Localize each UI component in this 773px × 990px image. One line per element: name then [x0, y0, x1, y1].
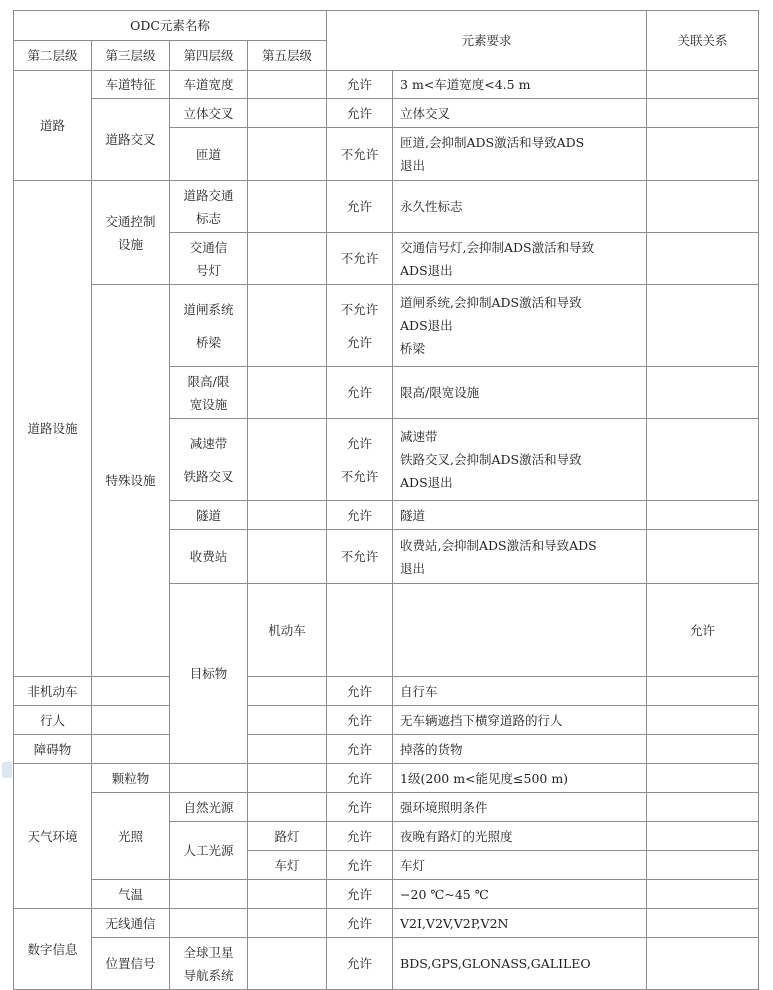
cell-gnss	[170, 938, 248, 990]
requirement-line: 铁路交叉,会抑制ADS激活和导致	[400, 452, 582, 467]
requirement-line: ADS退出	[400, 262, 453, 278]
cell-permission: 允许	[327, 735, 393, 764]
cell-requirement	[393, 128, 647, 181]
cell-permission: 不允许	[327, 233, 393, 285]
requirement-line: 退出	[400, 560, 426, 576]
header-odc-name: ODC元素名称	[14, 11, 327, 41]
cell-relation	[647, 793, 759, 822]
cell-requirement	[393, 285, 647, 367]
cell-permission	[327, 419, 393, 501]
cell-empty	[248, 706, 327, 735]
cell-requirement	[393, 233, 647, 285]
cell-empty	[248, 793, 327, 822]
cell-relation	[647, 938, 759, 990]
cell-requirement: 车灯	[393, 851, 647, 880]
cell-relation	[647, 181, 759, 233]
cell-empty	[248, 501, 327, 530]
cell-empty	[92, 677, 170, 706]
cell-empty	[92, 706, 170, 735]
cell-empty	[170, 764, 248, 793]
cell-requirement: 3 m<车道宽度<4.5 m	[393, 71, 647, 99]
cell-relation	[647, 99, 759, 128]
cell-street-light: 路灯	[248, 822, 327, 851]
cell-relation	[647, 128, 759, 181]
cell-empty	[248, 71, 327, 99]
cell-empty	[248, 285, 327, 367]
table-row	[14, 706, 759, 735]
cell-empty	[170, 909, 248, 938]
cell-particles: 颗粒物	[92, 764, 170, 793]
cell-permission: 允许	[327, 851, 393, 880]
cell-obstacle: 障碍物	[14, 735, 92, 764]
cell-traffic-light	[170, 233, 248, 285]
cell-requirement: 掉落的货物	[393, 735, 647, 764]
cell-line: 桥梁	[195, 334, 221, 350]
cell-position-signal: 位置信号	[92, 938, 170, 990]
cell-weather: 天气环境	[14, 764, 92, 909]
cell-permission: 允许	[327, 367, 393, 419]
cell-relation	[647, 735, 759, 764]
cell-permission: 允许	[647, 584, 759, 677]
cell-lane-width: 车道宽度	[170, 71, 248, 99]
page-edge-marker	[2, 762, 12, 778]
cell-empty	[248, 367, 327, 419]
cell-requirement: 隧道	[393, 501, 647, 530]
cell-relation	[647, 764, 759, 793]
cell-empty	[248, 909, 327, 938]
cell-empty	[248, 419, 327, 501]
cell-line: 导航系统	[183, 967, 234, 983]
cell-toll-station: 收费站	[170, 530, 248, 584]
cell-lane-feature: 车道特征	[92, 71, 170, 99]
cell-empty	[327, 584, 393, 677]
cell-requirement: 限高/限宽设施	[393, 367, 647, 419]
cell-line: 全球卫星	[183, 944, 234, 960]
cell-line: 交通控制	[105, 213, 156, 229]
table-row	[14, 880, 759, 909]
cell-line: 设施	[117, 236, 143, 252]
cell-traffic-sign	[170, 181, 248, 233]
cell-relation	[647, 851, 759, 880]
cell-requirement: BDS,GPS,GLONASS,GALILEO	[393, 938, 647, 990]
requirement-line: ADS退出	[400, 318, 453, 333]
table-row	[14, 677, 759, 706]
odc-element-table	[13, 10, 759, 990]
cell-requirement: 永久性标志	[393, 181, 647, 233]
cell-empty	[248, 128, 327, 181]
cell-relation	[647, 822, 759, 851]
cell-permission: 允许	[327, 938, 393, 990]
requirement-line: 道闸系统,会抑制ADS激活和导致	[400, 295, 582, 310]
cell-requirement: 自行车	[393, 677, 647, 706]
cell-height-limit	[170, 367, 248, 419]
cell-line: 允许	[347, 334, 373, 350]
cell-temperature: 气温	[92, 880, 170, 909]
cell-empty	[248, 735, 327, 764]
cell-permission: 允许	[327, 677, 393, 706]
cell-motor-vehicle: 机动车	[248, 584, 327, 677]
table-row	[14, 735, 759, 764]
requirement-line: 交通信号灯,会抑制ADS激活和导致	[400, 239, 595, 255]
cell-requirement	[393, 530, 647, 584]
cell-relation	[647, 285, 759, 367]
cell-target: 目标物	[170, 584, 248, 764]
cell-requirement: V2I,V2V,V2P,V2N	[393, 909, 647, 938]
requirement-line: 收费站,会抑制ADS激活和导致ADS	[400, 537, 597, 553]
cell-relation	[647, 367, 759, 419]
cell-line: 道路交通	[183, 187, 234, 203]
cell-permission: 允许	[327, 71, 393, 99]
cell-road-facility: 道路设施	[14, 181, 92, 677]
cell-permission	[327, 285, 393, 367]
header-relation: 关联关系	[647, 11, 759, 71]
table-row	[14, 99, 759, 128]
cell-empty	[92, 735, 170, 764]
cell-requirement: 1级(200 m<能见度≤500 m)	[393, 764, 647, 793]
cell-empty	[248, 233, 327, 285]
cell-ramp: 匝道	[170, 128, 248, 181]
cell-requirement: −20 ℃~45 ℃	[393, 880, 647, 909]
cell-empty	[248, 880, 327, 909]
cell-line: 不允许	[340, 301, 379, 317]
cell-permission: 不允许	[327, 128, 393, 181]
cell-permission: 允许	[327, 880, 393, 909]
table-row	[14, 285, 759, 367]
cell-relation	[647, 706, 759, 735]
cell-requirement	[393, 419, 647, 501]
cell-empty	[248, 764, 327, 793]
cell-tunnel: 隧道	[170, 501, 248, 530]
requirement-line: ADS退出	[400, 475, 453, 490]
header-level4: 第四层级	[170, 41, 248, 71]
cell-permission: 允许	[327, 99, 393, 128]
cell-natural-light: 自然光源	[170, 793, 248, 822]
cell-car-light: 车灯	[248, 851, 327, 880]
cell-empty	[248, 99, 327, 128]
cell-road-intersection: 道路交叉	[92, 99, 170, 181]
cell-relation	[647, 71, 759, 99]
cell-empty	[248, 677, 327, 706]
cell-line: 交通信	[189, 239, 228, 255]
cell-relation	[647, 677, 759, 706]
cell-line: 不允许	[340, 468, 379, 484]
cell-relation	[647, 909, 759, 938]
cell-speedbump-rail	[170, 419, 248, 501]
requirement-line: 减速带	[400, 429, 438, 444]
cell-grade-separation: 立体交叉	[170, 99, 248, 128]
cell-line: 标志	[195, 210, 221, 226]
cell-digital-info: 数字信息	[14, 909, 92, 990]
table-row	[14, 71, 759, 99]
cell-permission: 允许	[327, 909, 393, 938]
header-level5: 第五层级	[248, 41, 327, 71]
cell-relation	[647, 530, 759, 584]
cell-requirement: 强环境照明条件	[393, 793, 647, 822]
cell-special-facility: 特殊设施	[92, 285, 170, 677]
cell-empty	[170, 880, 248, 909]
cell-line: 道闸系统	[183, 301, 234, 317]
cell-line: 限高/限	[187, 373, 230, 389]
cell-permission: 允许	[327, 501, 393, 530]
cell-line: 允许	[347, 435, 373, 451]
cell-road: 道路	[14, 71, 92, 181]
cell-line: 宽设施	[189, 396, 228, 412]
cell-wireless: 无线通信	[92, 909, 170, 938]
cell-line: 减速带	[189, 435, 228, 451]
table-row	[14, 938, 759, 990]
header-requirement: 元素要求	[327, 11, 647, 71]
cell-relation	[647, 880, 759, 909]
cell-requirement: 无车辆遮挡下横穿道路的行人	[393, 706, 647, 735]
cell-empty	[393, 584, 647, 677]
cell-pedestrian: 行人	[14, 706, 92, 735]
cell-relation	[647, 501, 759, 530]
requirement-line: 退出	[400, 158, 426, 173]
cell-permission: 允许	[327, 822, 393, 851]
cell-traffic-control	[92, 181, 170, 285]
table-row	[14, 909, 759, 938]
cell-empty	[248, 938, 327, 990]
cell-permission: 允许	[327, 764, 393, 793]
cell-permission: 允许	[327, 706, 393, 735]
header-level2: 第二层级	[14, 41, 92, 71]
cell-lighting: 光照	[92, 793, 170, 880]
cell-relation	[647, 233, 759, 285]
cell-relation	[647, 419, 759, 501]
cell-line: 铁路交叉	[183, 468, 234, 484]
header-level3: 第三层级	[92, 41, 170, 71]
cell-empty	[248, 181, 327, 233]
cell-gate-bridge	[170, 285, 248, 367]
table-row	[14, 764, 759, 793]
cell-requirement: 立体交叉	[393, 99, 647, 128]
cell-line: 号灯	[195, 262, 221, 278]
cell-permission: 允许	[327, 793, 393, 822]
requirement-line: 匝道,会抑制ADS激活和导致ADS	[400, 135, 585, 150]
cell-empty	[248, 530, 327, 584]
cell-permission: 允许	[327, 181, 393, 233]
cell-non-motor: 非机动车	[14, 677, 92, 706]
cell-permission: 不允许	[327, 530, 393, 584]
cell-artificial-light: 人工光源	[170, 822, 248, 880]
requirement-line: 桥梁	[400, 341, 426, 356]
table-row	[14, 181, 759, 233]
table-row	[14, 793, 759, 822]
cell-requirement: 夜晚有路灯的光照度	[393, 822, 647, 851]
